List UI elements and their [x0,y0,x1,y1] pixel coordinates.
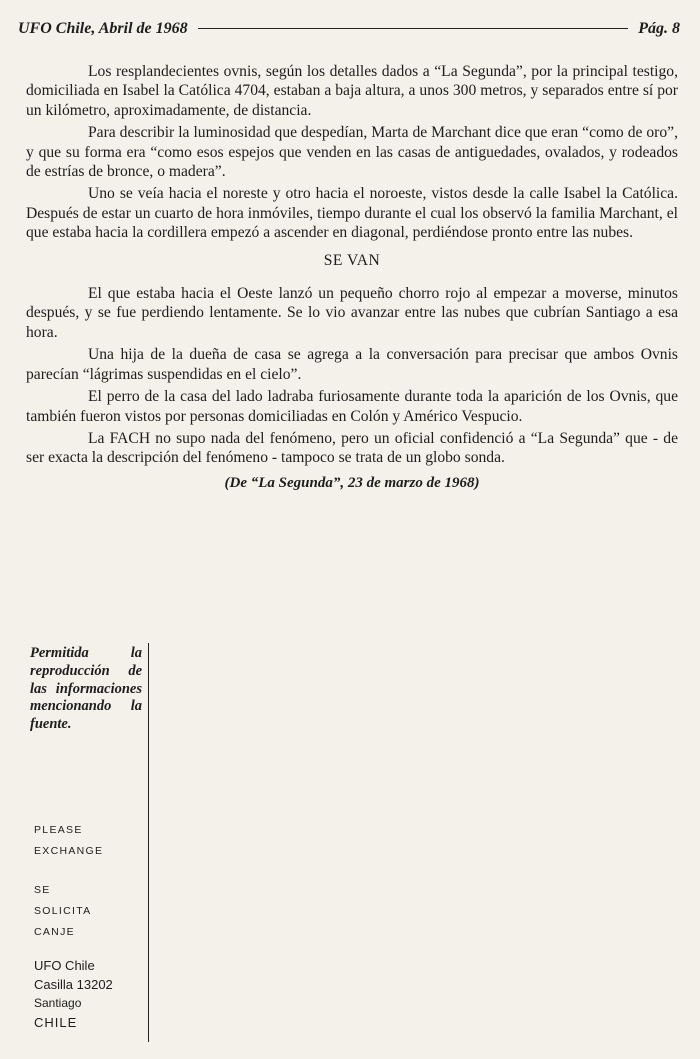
mailing-address [34,956,146,1032]
exchange-notice [34,820,144,943]
paragraph-1: Los resplandecientes ovnis, según los detalles dados a “La Segunda”, por la principal testigo, domiciliada en Isabel la Católica 4704, estaban a baja altura, a unos 300 metros, y separados entre sí por un kilómetro, aproximadamente, de distancia. [26,63,678,119]
paragraph-6: El perro de la casa del lado ladraba furiosamente durante toda la aparición de los Ovnis, que también fueron vistos por personas domiciliadas en Colón y Américo Vespucio. [26,388,678,425]
section-heading: SE VAN [323,251,381,269]
header-rule [198,28,629,29]
exchange-es-line-1: SE [34,884,51,896]
footer-vertical-rule [148,643,149,1042]
exchange-en-line-1: PLEASE [34,824,83,836]
paragraph-4: El que estaba hacia el Oeste lanzó un pequeño chorro rojo al empezar a moverse, minutos después, y se fue perdiendo lentamente. Se lo vio avanzar entre las nubes que cubrían Santiago a esa hora. [26,285,678,341]
article-body [26,62,678,493]
address-country: CHILE [34,1015,78,1030]
reproduction-notice: Permitida la reproducción de las informaciones mencionando la fuente. [30,645,142,733]
address-org: UFO Chile [34,958,95,973]
paragraph-3: Uno se veía hacia el noreste y otro hacia el noroeste, vistos desde la calle Isabel la Católica. Después de estar un cuarto de hora inmóviles, tiempo durante el cual los observó la familia Marchant, el que estaba hacia la cordillera empezó a ascender en diagonal, perdiéndose pronto entre las nubes. [26,185,678,242]
publication-title: UFO Chile, Abril de 1968 [18,20,188,37]
paragraph-7: La FACH no supo nada del fenómeno, pero un oficial confidenció a “La Segunda” que - de ser exacta la descripción del fenómeno - tampoco se trata de un globo sonda. [26,429,678,467]
address-box: Casilla 13202 [34,977,113,992]
exchange-en-line-2: EXCHANGE [34,845,104,857]
source-citation: (De “La Segunda”, 23 de marzo de 1968) [224,474,480,491]
paragraph-5: Una hija de la dueña de casa se agrega a la conversación para precisar que ambos Ovnis parecían “lágrimas suspendidas en el cielo”. [26,346,678,383]
exchange-spacer [34,862,144,880]
paragraph-2: Para describir la luminosidad que despedían, Marta de Marchant dice que eran “como de oro”, y que su forma era “como esos espejos que venden en las casas de antiguedades, ovalados, y rodeados de estrías de bronce, o madera”. [26,124,678,181]
address-city: Santiago [34,996,82,1010]
exchange-es-line-3: CANJE [34,926,75,938]
exchange-es-line-2: SOLICITA [34,905,92,917]
running-header [18,20,680,44]
page-number: Pág. 8 [638,20,680,37]
